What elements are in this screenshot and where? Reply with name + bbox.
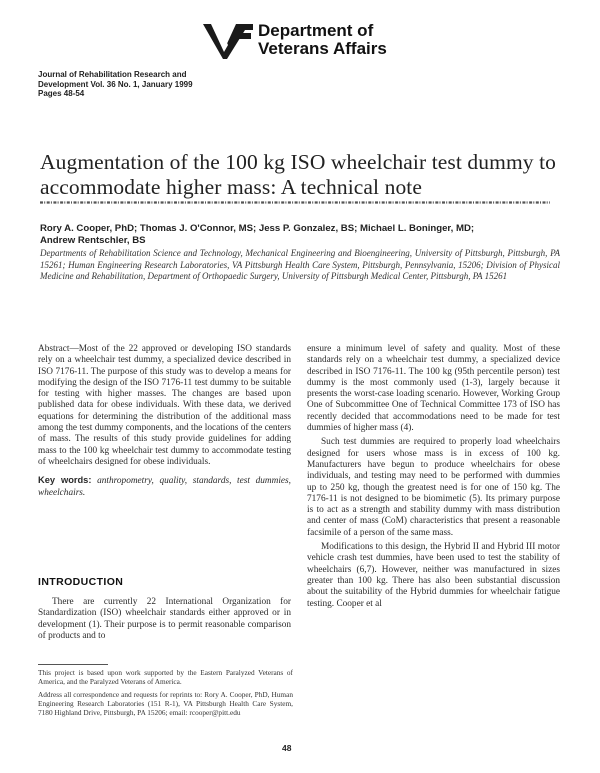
right-para2: Such test dummies are required to properly load wheelchairs designed for users whose mass is in excess of 100 kg. Manufacturers have begun to produce wheelchairs for obese individuals, and testing may need to be performed with dummies up to 250 kg, though the greatest need is for one of 150 kg. The 7176-11 is not designed to be biomimetic (5). Its primary purpose is to act as a strength and stability dummy with mass distribution and center of mass (CoM) characteristics that present a reasonable facsimile of a person of the same mass.	[307, 437, 560, 538]
authors-line2: Andrew Rentschler, BS	[40, 235, 146, 246]
title-line2: accommodate higher mass: A technical note	[40, 175, 423, 199]
right-para1: ensure a minimum level of safety and quality. Most of these standards rely on a wheelchair test dummy, a specialized device described in ISO 7176-11. The 100 kg (95th percentile person) test dummy is the most commonly used (1-3), largely because it presents the worst-case loading scenario. However, Working Group One of Subcommittee One of Technical Committee 173 of ISO has recently decided that accommodations need to be made for test dummies of higher mass (4).	[307, 344, 560, 434]
section-heading-introduction: INTRODUCTION	[38, 576, 124, 588]
title-line1: Augmentation of the 100 kg ISO wheelchair test dummy to	[40, 150, 557, 174]
page-number: 48	[282, 743, 292, 753]
journal-citation	[38, 70, 193, 99]
decorative-rule-line	[40, 201, 550, 204]
va-logo-icon	[203, 21, 253, 59]
keywords-text: anthropometry, quality, standards, test dummies, wheelchairs.	[38, 476, 291, 498]
footnote-funding: This project is based upon work supported by the Eastern Paralyzed Veterans of America, and the Paralyzed Veterans of America.	[38, 668, 293, 686]
org-name-line1: Department of	[258, 21, 374, 40]
affiliations: Departments of Rehabilitation Science and Technology, Mechanical Engineering and Bioengineering, University of Pittsburgh, Pittsburgh, PA 15261; Human Engineering Research Laboratories, VA Pittsburgh Health Care System, Pittsburgh, Pennsylvania, 15206; Division of Physical Medicine and Rehabilitation, Department of Orthopaedic Surgery, University of Pittsburgh Medical Center, Pittsburgh, PA 15261	[40, 248, 560, 281]
intro-paragraph	[38, 597, 291, 642]
keywords-label: Key words:	[38, 475, 92, 486]
right-column	[307, 344, 560, 610]
footnote-correspondence: Address all correspondence and requests for reprints to: Rory A. Cooper, PhD, Human Engineering Research Laboratories (151 R-1), VA Pittsburgh Health Care System, 7180 Highland Drive, Pittsburgh, PA 15206; email: rcooper@pitt.edu	[38, 690, 293, 717]
org-name-line2: Veterans Affairs	[258, 39, 387, 58]
footnote-divider	[38, 664, 108, 665]
abstract-block	[38, 344, 291, 499]
abstract-text: Abstract—Most of the 22 approved or developing ISO standards rely on a wheelchair test dummy, a specialized device described in ISO 7176-11. The purpose of this study was to develop a means for modifying the design of the ISO 7176-11 test dummy to be suitable for testing with higher masses. The changes are based upon published data for obese individuals. With these data, we derived equations for determining the distribution of the additional mass among the test dummy components, and the locations of the centers of mass. The results of this study provide guidelines for adding mass to the 100 kg wheelchair test dummy to accommodate testing of wheelchairs designed for obese individuals.	[38, 344, 291, 467]
article-title	[40, 150, 580, 200]
intro-para1: There are currently 22 International Organization for Standardization (ISO) wheelchair standards either approved or in development (1). Their purpose is to permit reasonable comparison of products and to	[38, 597, 291, 641]
journal-line2: Development Vol. 36 No. 1, January 1999	[38, 79, 193, 89]
journal-pages: Pages 48-54	[38, 89, 85, 98]
author-list	[40, 223, 560, 247]
right-para3: Modifications to this design, the Hybrid II and Hybrid III motor vehicle crash test dummies, have been used to test the stability of wheelchairs (6,7). However, neither was manufactured in sizes greater than 100 kg. There has also been substantial discussion about the suitability of the Hybrid dummies for wheelchair fatigue testing. Cooper et al	[307, 542, 560, 609]
journal-line1: Journal of Rehabilitation Research and	[38, 70, 187, 79]
authors-line1: Rory A. Cooper, PhD; Thomas J. O'Connor, MS; Jess P. Gonzalez, BS; Michael L. Boninger, MD;	[40, 223, 475, 234]
keywords	[38, 475, 291, 499]
